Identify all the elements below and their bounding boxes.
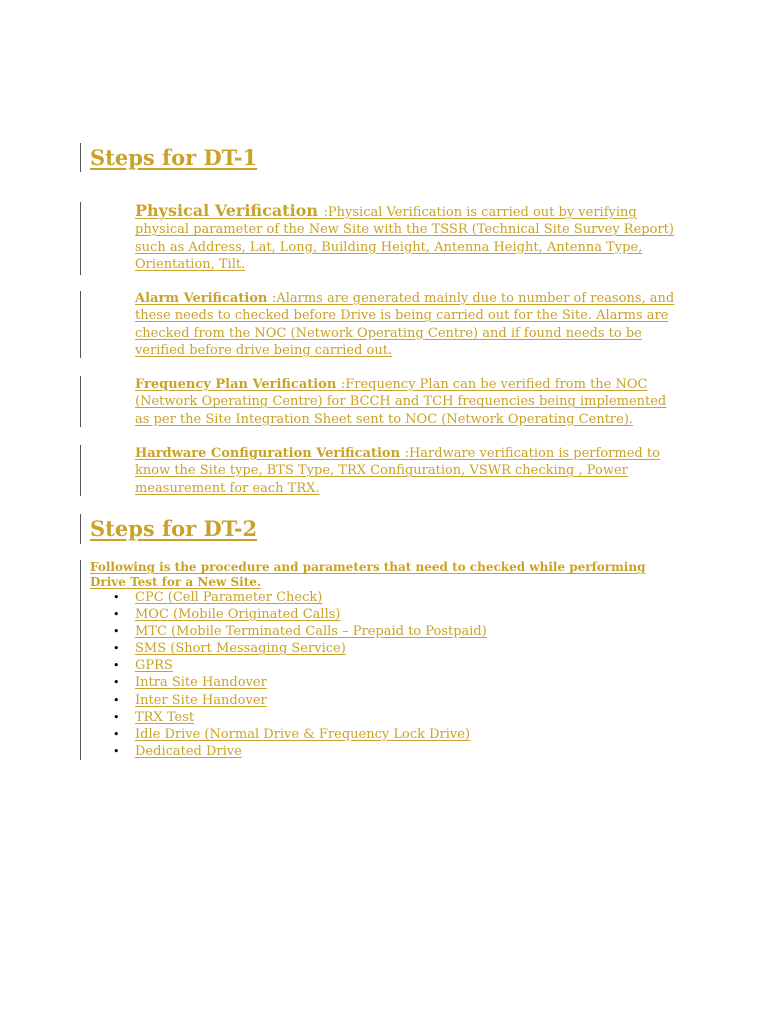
dt1-heading: Steps for DT-1 [90,145,258,170]
hardware-configuration-verification-paragraph [135,445,680,497]
list-item [113,589,487,606]
bullet-icon: • [113,625,120,639]
hardware-configuration-verification-label: Hardware Configuration Verification [135,446,405,461]
list-item-text: Dedicated Drive [135,743,242,759]
list-item [113,657,487,674]
list-item-text: MTC (Mobile Terminated Calls – Prepaid to Postpaid) [135,624,487,640]
physical-verification-label: Physical Verification [135,201,324,220]
revision-bar [80,291,81,358]
revision-bar [80,143,81,172]
list-item [113,623,487,640]
list-item-text: Inter Site Handover [135,692,267,708]
colon: : [323,205,328,220]
list-item-text: SMS (Short Messaging Service) [135,641,346,657]
alarm-verification-text: Alarms are generated mainly due to number of reasons, and these needs to checked before Drive is being carried out for the Site. Alarms are checked from the NOC (Network Operating Centre) and if found needs to be verified before drive being carried out. [135,291,675,358]
list-item [113,692,487,709]
bullet-icon: • [113,744,120,758]
revision-bar [80,445,81,496]
physical-verification-paragraph [135,202,680,273]
list-item [113,726,487,743]
bullet-icon: • [113,608,120,622]
list-item [113,743,487,760]
revision-bar [80,514,81,544]
alarm-verification-label: Alarm Verification [135,291,272,306]
bullet-icon: • [113,710,120,724]
revision-bar [80,560,81,760]
bullet-icon: • [113,591,120,604]
list-item-text: GPRS [135,658,173,674]
frequency-plan-verification-paragraph [135,376,680,428]
colon: : [271,291,277,306]
list-item [113,674,487,691]
dt2-heading: Steps for DT-2 [90,516,258,541]
frequency-plan-verification-label: Frequency Plan Verification [135,377,341,392]
hardware-configuration-verification-text: Hardware verification is performed to know the Site type, BTS Type, TRX Configuration, VSWR checking , Power measurement for each TRX. [135,446,660,496]
list-item-text: Idle Drive (Normal Drive & Frequency Lock Drive) [135,726,471,742]
list-item-text: Intra Site Handover [135,675,267,691]
bullet-icon: • [113,693,120,707]
list-item-text: MOC (Mobile Originated Calls) [135,607,341,623]
bullet-icon: • [113,676,120,690]
colon: : [404,446,409,461]
bullet-icon: • [113,659,120,673]
colon: : [340,377,346,392]
revision-bar [80,202,81,275]
bullet-icon: • [113,642,120,656]
alarm-verification-paragraph [135,290,680,359]
physical-verification-text: Physical Verification is carried out by verifying physical parameter of the New Site with the TSSR (Technical Site Survey Report) such as Address, Lat, Long, Building Height, Antenna Height, Antenna Type, Orientation, Tilt. [135,205,674,272]
revision-bar [80,376,81,427]
list-item-text: CPC (Cell Parameter Check) [135,590,323,605]
bullet-icon: • [113,727,120,741]
dt2-intro: Following is the procedure and parameters that need to checked while performing Drive Test for a New Site. [90,560,646,589]
frequency-plan-verification-text: Frequency Plan can be verified from the NOC (Network Operating Centre) for BCCH and TCH frequencies being implemented as per the Site Integration Sheet sent to NOC (Network Operating Centre). [135,377,667,427]
dt2-test-list [113,589,487,760]
list-item [113,640,487,657]
list-item-text: TRX Test [135,709,195,725]
list-item [113,606,487,623]
list-item [113,709,487,726]
